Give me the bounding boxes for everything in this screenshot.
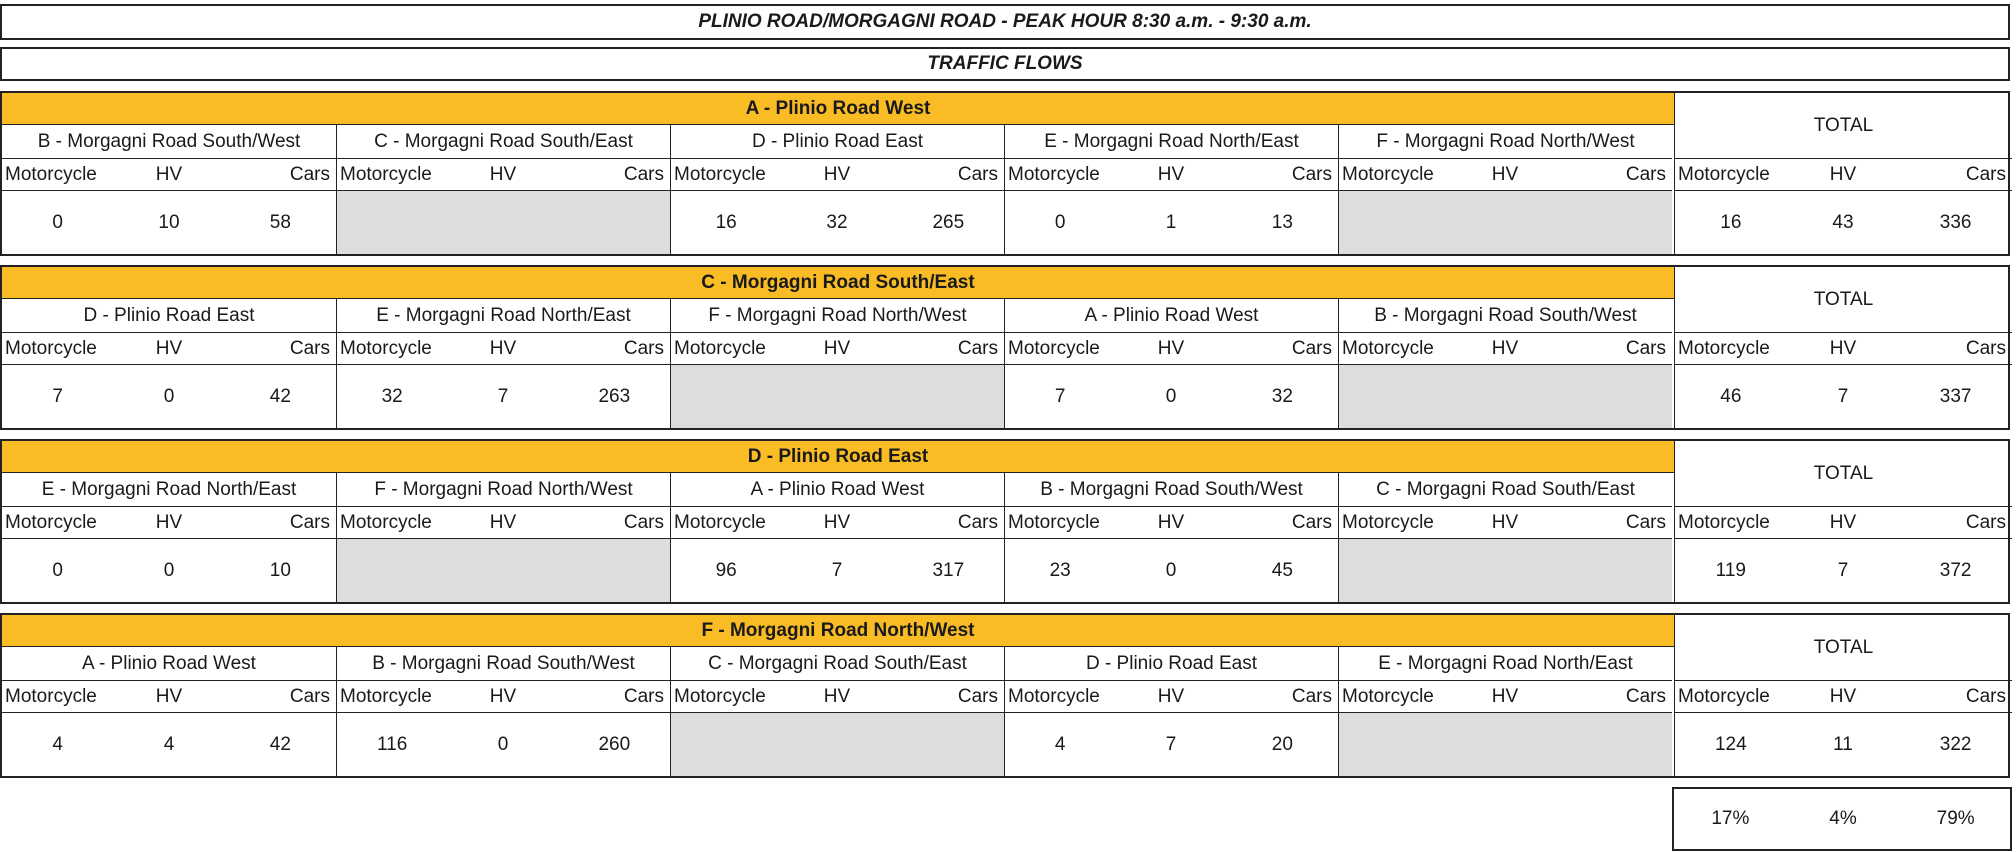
destination-header: E - Morgagni Road North/East [2, 473, 336, 507]
count-value: 10 [158, 211, 180, 233]
column-label: Motorcycle [2, 159, 113, 191]
column-label: Cars [559, 159, 670, 191]
total-column-label: Motorcycle [1674, 159, 1787, 191]
total-column-label: Cars [1899, 333, 2012, 365]
destination-header: F - Morgagni Road North/West [1338, 125, 1672, 159]
column-label: Cars [1561, 681, 1672, 713]
column-label: Motorcycle [1004, 333, 1115, 365]
column-label: HV [447, 681, 558, 713]
destination-header: B - Morgagni Road South/West [1338, 299, 1672, 333]
count-value: 42 [269, 733, 291, 755]
column-label: Motorcycle [1338, 159, 1449, 191]
column-label: Cars [1561, 507, 1672, 539]
column-label: Cars [1227, 681, 1338, 713]
column-label: HV [1115, 333, 1226, 365]
column-label: HV [1449, 159, 1560, 191]
column-label: HV [113, 681, 224, 713]
column-label: Cars [225, 159, 336, 191]
column-label: HV [1115, 159, 1226, 191]
column-label: Cars [225, 507, 336, 539]
destination-header: A - Plinio Road West [1004, 299, 1338, 333]
column-label: Cars [893, 159, 1004, 191]
count-value: 23 [1004, 539, 1115, 602]
count-value: 7 [831, 559, 843, 581]
count-value: 32 [336, 365, 447, 428]
count-value: 10 [269, 559, 291, 581]
empty-cell [1338, 365, 1672, 428]
total-value: 46 [1674, 365, 1787, 428]
count-value: 20 [1271, 733, 1293, 755]
column-label: HV [113, 159, 224, 191]
column-label: Motorcycle [336, 681, 447, 713]
total-column-label: Motorcycle [1674, 681, 1787, 713]
total-column-label: Cars [1899, 507, 2012, 539]
column-label: Motorcycle [670, 333, 781, 365]
section-title [0, 47, 2010, 81]
column-label: HV [447, 333, 558, 365]
origin-block [0, 91, 2010, 256]
origin-header: C - Morgagni Road South/East [2, 267, 1674, 299]
total-value: 16 [1674, 191, 1787, 254]
total-value: 7 [1837, 559, 1849, 581]
column-label: Motorcycle [1338, 507, 1449, 539]
column-label: HV [1449, 333, 1560, 365]
total-value: 124 [1674, 713, 1787, 776]
destination-header: E - Morgagni Road North/East [336, 299, 670, 333]
column-label: HV [781, 333, 892, 365]
count-value: 13 [1271, 211, 1293, 233]
column-label: Motorcycle [670, 681, 781, 713]
column-label: Cars [225, 681, 336, 713]
total-header: TOTAL [1674, 615, 2012, 681]
total-header: TOTAL [1674, 441, 2012, 507]
destination-header: B - Morgagni Road South/West [1004, 473, 1338, 507]
column-label: Cars [559, 681, 670, 713]
column-label: HV [781, 159, 892, 191]
count-value: 32 [1271, 385, 1293, 407]
column-label: Motorcycle [336, 507, 447, 539]
column-label: HV [113, 333, 224, 365]
total-value: 43 [1832, 211, 1854, 233]
column-label: HV [1115, 681, 1226, 713]
count-value: 7 [497, 385, 509, 407]
column-label: HV [1115, 507, 1226, 539]
count-value: 42 [269, 385, 291, 407]
column-label: Cars [893, 507, 1004, 539]
total-header: TOTAL [1674, 93, 2012, 159]
origin-block [0, 613, 2010, 778]
report-title [0, 4, 2010, 40]
subtitle-text: TRAFFIC FLOWS [927, 53, 1083, 74]
column-label: Motorcycle [2, 333, 113, 365]
origin-block [0, 265, 2010, 430]
empty-cell [670, 713, 1004, 776]
empty-cell [1338, 191, 1672, 254]
total-column-label: Motorcycle [1674, 507, 1787, 539]
count-value: 4 [163, 733, 175, 755]
total-value: 322 [1939, 733, 1972, 755]
destination-header: B - Morgagni Road South/West [336, 647, 670, 681]
column-label: HV [1449, 681, 1560, 713]
count-value: 116 [336, 713, 447, 776]
count-value: 0 [52, 211, 63, 233]
column-label: Cars [225, 333, 336, 365]
column-label: Motorcycle [1004, 507, 1115, 539]
empty-cell [336, 539, 670, 602]
destination-header: C - Morgagni Road South/East [1338, 473, 1672, 507]
count-value: 260 [598, 733, 631, 755]
origin-header: D - Plinio Road East [2, 441, 1674, 473]
percentage-value: 79% [1936, 808, 1975, 829]
total-column-label: HV [1787, 333, 1900, 365]
column-label: Motorcycle [670, 159, 781, 191]
total-value: 119 [1674, 539, 1787, 602]
column-label: Motorcycle [336, 333, 447, 365]
destination-header: A - Plinio Road West [2, 647, 336, 681]
count-value: 32 [826, 211, 848, 233]
title-text: PLINIO ROAD/MORGAGNI ROAD - PEAK HOUR 8:30 a.m. - 9:30 a.m. [698, 11, 1312, 32]
column-label: Motorcycle [2, 507, 113, 539]
column-label: Motorcycle [1338, 333, 1449, 365]
destination-header: E - Morgagni Road North/East [1338, 647, 1672, 681]
count-value: 16 [670, 191, 781, 254]
destination-header: C - Morgagni Road South/East [336, 125, 670, 159]
count-value: 265 [932, 211, 965, 233]
column-label: Motorcycle [1004, 159, 1115, 191]
total-value: 7 [1837, 385, 1849, 407]
destination-header: B - Morgagni Road South/West [2, 125, 336, 159]
empty-cell [1338, 539, 1672, 602]
count-value: 7 [1165, 733, 1177, 755]
column-label: Motorcycle [336, 159, 447, 191]
total-column-label: Motorcycle [1674, 333, 1787, 365]
destination-header: F - Morgagni Road North/West [670, 299, 1004, 333]
destination-header: F - Morgagni Road North/West [336, 473, 670, 507]
count-value: 7 [52, 385, 63, 407]
count-value: 7 [1004, 365, 1115, 428]
destination-header: C - Morgagni Road South/East [670, 647, 1004, 681]
count-value: 1 [1165, 211, 1177, 233]
column-label: HV [781, 681, 892, 713]
empty-cell [670, 365, 1004, 428]
count-value: 0 [1165, 385, 1177, 407]
column-label: Motorcycle [1338, 681, 1449, 713]
column-label: Motorcycle [670, 507, 781, 539]
column-label: Cars [1227, 159, 1338, 191]
count-value: 0 [52, 559, 63, 581]
column-label: Motorcycle [2, 681, 113, 713]
destination-header: D - Plinio Road East [670, 125, 1004, 159]
total-column-label: HV [1787, 681, 1900, 713]
column-label: HV [113, 507, 224, 539]
column-label: HV [447, 507, 558, 539]
column-label: Motorcycle [1004, 681, 1115, 713]
total-value: 337 [1939, 385, 1972, 407]
origin-header: A - Plinio Road West [2, 93, 1674, 125]
column-label: Cars [893, 333, 1004, 365]
percentage-value: 17% [1711, 808, 1750, 829]
column-label: HV [447, 159, 558, 191]
count-value: 0 [1165, 559, 1177, 581]
total-value: 336 [1939, 211, 1972, 233]
percentage-value: 4% [1829, 808, 1857, 829]
count-value: 0 [163, 559, 175, 581]
column-label: Cars [1227, 333, 1338, 365]
total-column-label: HV [1787, 159, 1900, 191]
total-column-label: Cars [1899, 159, 2012, 191]
destination-header: A - Plinio Road West [670, 473, 1004, 507]
count-value: 58 [269, 211, 291, 233]
total-value: 11 [1833, 733, 1853, 755]
destination-header: D - Plinio Road East [1004, 647, 1338, 681]
column-label: Cars [893, 681, 1004, 713]
total-column-label: Cars [1899, 681, 2012, 713]
column-label: Cars [1227, 507, 1338, 539]
empty-cell [336, 191, 670, 254]
origin-block [0, 439, 2010, 604]
count-value: 4 [1004, 713, 1115, 776]
count-value: 0 [1004, 191, 1115, 254]
destination-header: D - Plinio Road East [2, 299, 336, 333]
count-value: 45 [1271, 559, 1293, 581]
total-value: 372 [1939, 559, 1972, 581]
column-label: Cars [1561, 159, 1672, 191]
column-label: Cars [559, 507, 670, 539]
column-label: Cars [1561, 333, 1672, 365]
empty-cell [1338, 713, 1672, 776]
count-value: 263 [598, 385, 631, 407]
column-label: HV [781, 507, 892, 539]
count-value: 96 [670, 539, 781, 602]
percentage-box [1672, 787, 2012, 851]
count-value: 0 [497, 733, 509, 755]
count-value: 317 [932, 559, 965, 581]
column-label: Cars [559, 333, 670, 365]
column-label: HV [1449, 507, 1560, 539]
count-value: 0 [163, 385, 175, 407]
total-column-label: HV [1787, 507, 1900, 539]
total-header: TOTAL [1674, 267, 2012, 333]
destination-header: E - Morgagni Road North/East [1004, 125, 1338, 159]
count-value: 4 [52, 733, 63, 755]
origin-header: F - Morgagni Road North/West [2, 615, 1674, 647]
